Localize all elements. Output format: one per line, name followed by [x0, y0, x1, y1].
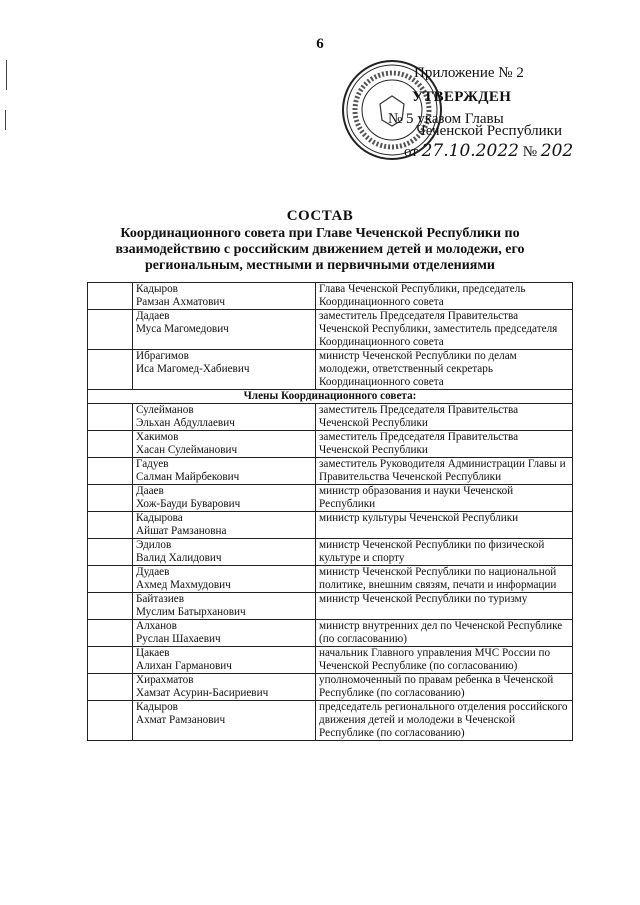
table-row [88, 674, 573, 701]
empty-cell [88, 647, 133, 674]
member-position: министр Чеченской Республики по национальной политике, внешним связям, печати и информации [316, 566, 573, 593]
table-row [88, 620, 573, 647]
member-name: Эдилов Валид Халидович [133, 539, 316, 566]
empty-cell [88, 431, 133, 458]
member-name: Дааев Хож-Бауди Буварович [133, 485, 316, 512]
member-name: Кадыров Рамзан Ахматович [133, 283, 316, 310]
approved-label: УТВЕРЖДЕН [412, 89, 512, 105]
member-position: министр Чеченской Республики по физической культуре и спорту [316, 539, 573, 566]
scan-edge-mark [6, 60, 7, 90]
member-name: Дудаев Ахмед Махмудович [133, 566, 316, 593]
empty-cell [88, 512, 133, 539]
scan-edge-mark [5, 110, 6, 130]
empty-cell [88, 350, 133, 390]
page-number: 6 [316, 36, 324, 52]
empty-cell [88, 566, 133, 593]
section-label: Члены Координационного совета: [88, 390, 573, 404]
empty-cell [88, 674, 133, 701]
member-position: министр Чеченской Республики по делам молодежи, ответственный секретарь Координационного совета [316, 350, 573, 390]
member-position: министр Чеченской Республики по туризму [316, 593, 573, 620]
table-row [88, 431, 573, 458]
empty-cell [88, 485, 133, 512]
empty-cell [88, 701, 133, 741]
table-row [88, 485, 573, 512]
republic-label: Чеченской Республики [416, 123, 562, 139]
date-prefix: от [404, 144, 418, 160]
member-name: Кадырова Айшат Рамзановна [133, 512, 316, 539]
document-subtitle: Координационного совета при Главе Чеченской Республики по взаимодействию с российским движением детей и молодежи, его региональным, местными и первичными отделениями [115, 226, 525, 273]
empty-cell [88, 593, 133, 620]
empty-cell [88, 458, 133, 485]
appendix-label: Приложение № 2 [414, 65, 524, 81]
member-name: Кадыров Ахмат Рамзанович [133, 701, 316, 741]
member-name: Байтазиев Муслим Батырханович [133, 593, 316, 620]
empty-cell [88, 404, 133, 431]
table-row [88, 512, 573, 539]
member-position: начальник Главного управления МЧС России по Чеченской Республике (по согласованию) [316, 647, 573, 674]
empty-cell [88, 283, 133, 310]
table-row [88, 404, 573, 431]
table-row [88, 350, 573, 390]
document-heading: СОСТАВ [286, 208, 354, 224]
handwritten-number: 202 [540, 141, 574, 161]
member-position: Глава Чеченской Республики, председатель Координационного совета [316, 283, 573, 310]
member-name: Дадаев Муса Магомедович [133, 310, 316, 350]
member-position: министр образования и науки Чеченской Республики [316, 485, 573, 512]
member-name: Гадуев Салман Майрбекович [133, 458, 316, 485]
member-name: Алханов Руслан Шахаевич [133, 620, 316, 647]
member-name: Ибрагимов Иса Магомед-Хабиевич [133, 350, 316, 390]
empty-cell [88, 539, 133, 566]
member-name: Сулейманов Эльхан Абдуллаевич [133, 404, 316, 431]
member-position: уполномоченный по правам ребенка в Чеченской Республике (по согласованию) [316, 674, 573, 701]
empty-cell [88, 310, 133, 350]
empty-cell [88, 620, 133, 647]
member-position: заместитель Председателя Правительства Чеченской Республики, заместитель председателя Координационного совета [316, 310, 573, 350]
number-label: № [522, 144, 538, 160]
handwritten-date: 27.10.2022 [421, 141, 519, 161]
table-row [88, 701, 573, 741]
council-composition-table [87, 282, 573, 741]
member-position: заместитель Председателя Правительства Чеченской Республики [316, 431, 573, 458]
decree-prefix: № 5 [388, 111, 414, 127]
decree-label: указом Главы [417, 111, 504, 127]
member-position: министр культуры Чеченской Республики [316, 512, 573, 539]
member-position: министр внутренних дел по Чеченской Республике (по согласованию) [316, 620, 573, 647]
member-position: заместитель Руководителя Администрации Главы и Правительства Чеченской Республики [316, 458, 573, 485]
member-name: Хирахматов Хамзат Асурин-Басириевич [133, 674, 316, 701]
table-row [88, 310, 573, 350]
member-name: Цакаев Алихан Гарманович [133, 647, 316, 674]
member-position: председатель регионального отделения российского движения детей и молодежи в Чеченской Республике (по согласованию) [316, 701, 573, 741]
member-position: заместитель Председателя Правительства Чеченской Республики [316, 404, 573, 431]
table-row [88, 539, 573, 566]
member-name: Хакимов Хасан Сулейманович [133, 431, 316, 458]
table-row [88, 566, 573, 593]
table-row [88, 458, 573, 485]
table-row [88, 283, 573, 310]
table-row [88, 647, 573, 674]
decree-date-line [404, 142, 573, 161]
section-row [88, 390, 573, 404]
table-row [88, 593, 573, 620]
